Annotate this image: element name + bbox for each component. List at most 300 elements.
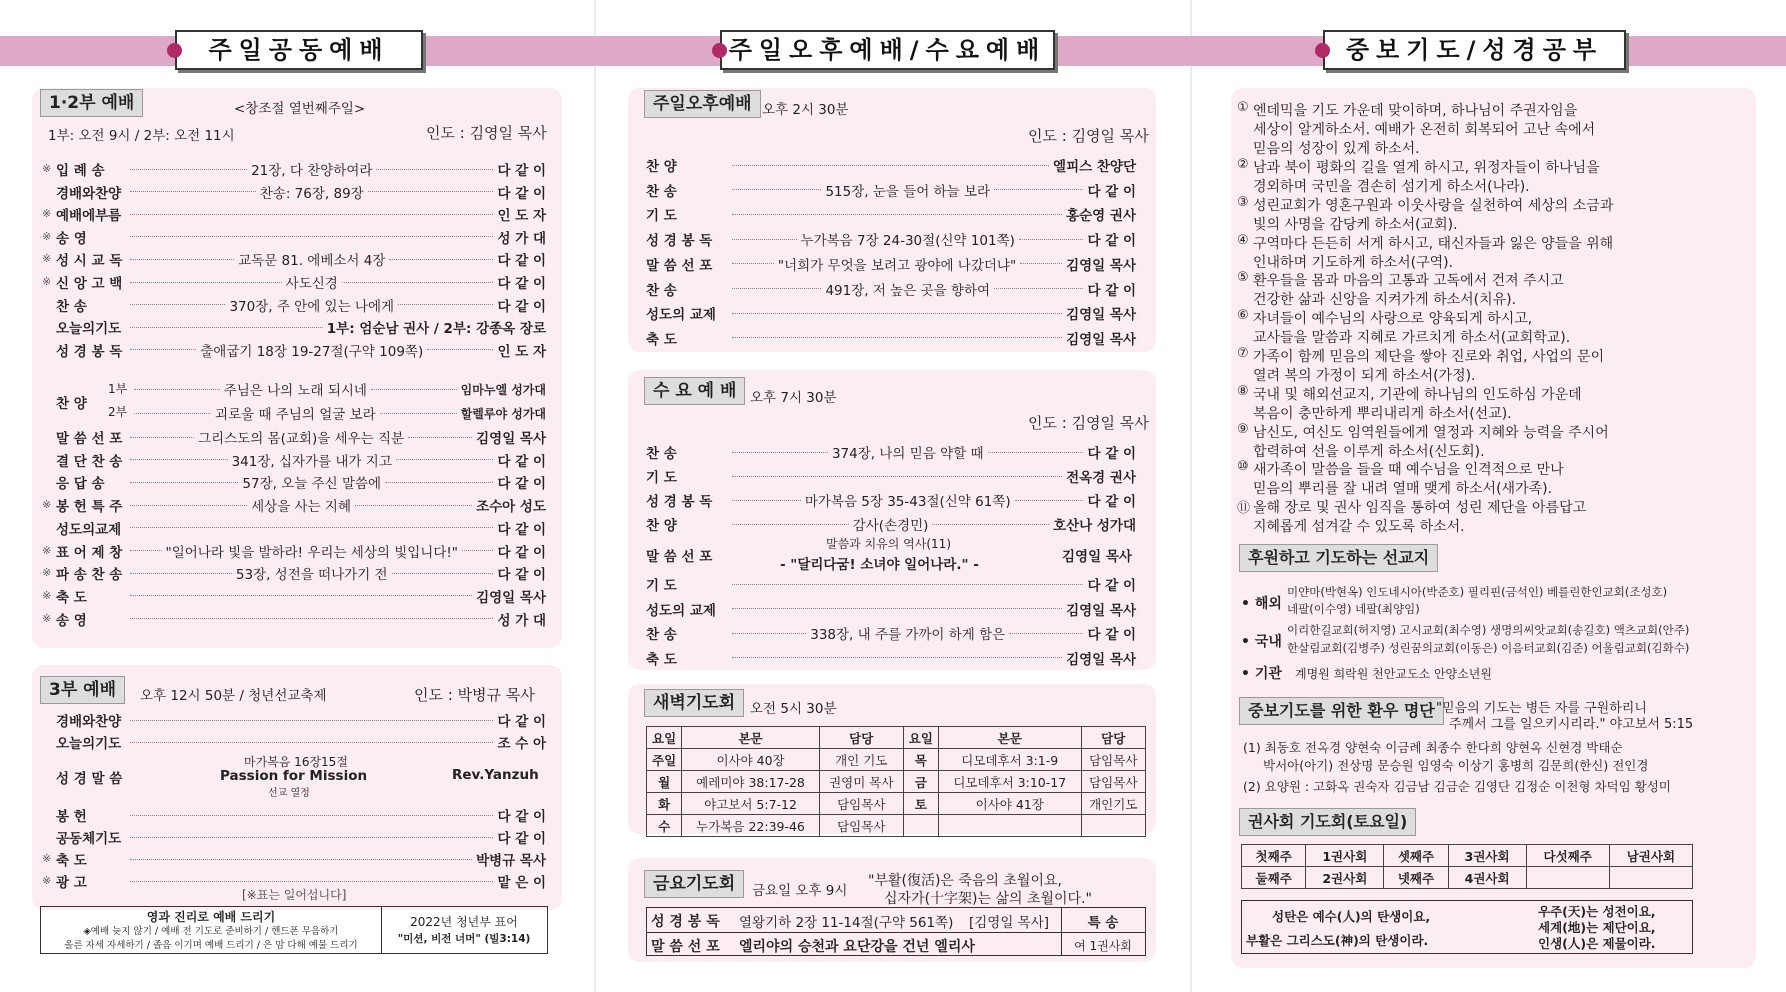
dawn-table-header: 요일 — [903, 727, 938, 749]
dawn-table-cell: 담임목사 — [819, 815, 903, 837]
dawn-table-cell: 권영미 목사 — [819, 771, 903, 793]
order-person: 김영일 목사 — [1066, 331, 1136, 348]
order-row — [646, 180, 1136, 200]
order-label: 성 경 봉 독 — [56, 343, 123, 360]
wednesday-time: 오후 7시 30분 — [750, 390, 837, 406]
dot-leader — [732, 657, 1062, 658]
friday-quote-1: "부활(復活)은 죽음의 초월이요, — [868, 873, 1062, 889]
order-person: 인 도 자 — [497, 208, 546, 225]
order-person: 김영일 목사 — [476, 431, 547, 447]
order-label: 입 례 송 — [56, 163, 105, 179]
council-cell: 3권사회 — [1448, 845, 1526, 867]
order-label: 기 도 — [646, 470, 677, 486]
dawn-table-cell: 토 — [903, 793, 938, 815]
dot-leader — [392, 573, 494, 574]
order-row — [56, 732, 546, 752]
dawn-table-header: 담당 — [1081, 727, 1146, 749]
dot-leader — [371, 389, 457, 390]
dot-leader — [732, 633, 806, 634]
order-label: 말 씀 선 포 — [646, 549, 713, 565]
order-row — [130, 379, 546, 399]
section-title — [720, 30, 1055, 70]
dawn-table-cell: 이사야 41장 — [938, 793, 1081, 815]
dawn-table-cell — [1081, 815, 1146, 837]
mission-domestic-1: 이리한길교회(허지영) 고시교회(최수영) 생명의씨앗교회(송길호) 액츠교회(안주) — [1287, 623, 1690, 637]
afternoon-heading: 주일오후예배 — [644, 90, 761, 118]
dot-leader — [130, 505, 247, 506]
prayer-number: ⑦ — [1237, 346, 1249, 361]
dot-leader — [130, 550, 162, 551]
friday-heading: 금요기도회 — [644, 870, 744, 898]
dot-leader — [462, 550, 494, 551]
order-row — [646, 155, 1136, 175]
order-label: 말 씀 선 포 — [646, 257, 713, 274]
order-content: 누가복음 7장 24-30절(신약 101쪽) — [800, 233, 1015, 250]
order-row — [646, 574, 1136, 594]
order-person: 다 같 이 — [497, 476, 547, 493]
order-label: 찬 양 — [646, 159, 677, 175]
anthem-part-2: 2부 — [108, 405, 128, 419]
order-row — [56, 450, 546, 470]
dawn-table-cell: 예레미야 38:17-28 — [682, 771, 820, 793]
order-label: 신 앙 고 백 — [56, 276, 123, 292]
order-row — [646, 599, 1136, 619]
friday-reading-label: 성 경 봉 독 — [651, 914, 720, 930]
bullet-icon — [1315, 43, 1330, 58]
prayer-line: 건강한 삶과 신앙을 지켜가게 하소서(치유). — [1253, 292, 1517, 309]
order-content: 21장, 다 찬양하여라 — [251, 163, 373, 179]
footer-line-1: ◈예배 늦지 않기 / 예배 전 기도로 준비하기 / 핸드폰 무음하기 — [83, 926, 339, 937]
dot-leader — [130, 437, 194, 438]
dot-leader — [134, 413, 211, 414]
order-row — [646, 279, 1136, 299]
order-person: 조수아 성도 — [476, 499, 546, 516]
dot-leader — [385, 482, 493, 483]
dot-leader — [130, 527, 493, 528]
prayer-number: ④ — [1237, 232, 1249, 248]
dawn-table-cell: 이사야 40장 — [682, 749, 820, 771]
prayer-number: ① — [1237, 100, 1249, 115]
order-person: 다 같 이 — [1087, 233, 1136, 250]
prayer-line: 빛의 사명을 감당케 하소서(교회). — [1253, 216, 1458, 233]
order-label: 기 도 — [646, 578, 677, 594]
dawn-table-cell: 주일 — [647, 749, 682, 771]
dot-leader — [130, 214, 493, 215]
bullet-icon — [167, 43, 182, 58]
order-label: 예배에부름 — [56, 208, 122, 225]
order-label: 축 도 — [56, 589, 87, 606]
dot-leader — [1019, 239, 1084, 240]
dot-leader — [732, 189, 821, 190]
order-row — [56, 427, 546, 447]
dot-leader — [130, 191, 256, 192]
patients-line-1: (1) 최동호 전옥경 양현숙 이금례 최종수 한다희 양현옥 신현경 박태순 — [1243, 740, 1623, 755]
dawn-table-cell: 야고보서 5:7-12 — [682, 793, 820, 815]
dot-leader — [380, 413, 457, 414]
section-title — [175, 30, 423, 70]
prayer-line: 남신도, 여신도 임역원들에게 열정과 지혜와 능력을 주시어 — [1253, 424, 1609, 441]
council-cell: 셋째주 — [1384, 845, 1448, 867]
dot-leader — [130, 881, 493, 882]
dot-leader — [130, 859, 472, 860]
wednesday-heading: 수 요 예 배 — [644, 377, 745, 405]
stand-mark-icon: ※ — [42, 162, 52, 175]
order-person: 다 같 이 — [1087, 282, 1136, 299]
order-content: 그리스도의 몸(교회)을 세우는 직분 — [198, 431, 405, 447]
order-row — [42, 609, 546, 629]
service-3-heading: 3부 예배 — [40, 676, 125, 704]
motto-box — [1241, 900, 1693, 954]
prayer-number: ③ — [1237, 194, 1249, 210]
order-person: 다 같 이 — [1087, 494, 1136, 510]
order-content: 341장, 십자가를 내가 지고 — [231, 453, 392, 470]
mission-domestic-label: • 국내 — [1241, 634, 1282, 650]
order-row — [56, 340, 546, 360]
prayer-line: 인내하며 기도하게 하소서(구역). — [1253, 254, 1454, 271]
order-person: 다 같 이 — [497, 185, 547, 202]
bullet-icon — [712, 43, 727, 58]
column-sunday-worship — [0, 0, 594, 992]
service-leader: 인도 : 김영일 목사 — [426, 124, 547, 142]
dot-leader — [355, 505, 472, 506]
service-times: 1부: 오전 9시 / 2부: 오전 11시 — [48, 128, 235, 144]
dot-leader — [732, 500, 801, 501]
order-person: 맡 은 이 — [497, 875, 546, 891]
order-label: 파 송 찬 송 — [56, 567, 123, 584]
order-label: 오늘의기도 — [56, 736, 122, 752]
prayer-line: 믿음의 성장이 있게 하소서. — [1253, 141, 1420, 157]
mission-abroad-1: 미얀마(박현옥) 인도네시아(박준호) 필리핀(금석인) 베를린한인교회(조성호) — [1287, 585, 1668, 599]
order-content: 491장, 저 높은 곳을 향하여 — [825, 282, 991, 299]
order-label: 공동체기도 — [56, 831, 122, 847]
order-row — [42, 495, 546, 516]
dawn-table-cell: 월 — [647, 771, 682, 793]
dot-leader — [1015, 500, 1084, 501]
dawn-table-cell: 개인 기도 — [819, 749, 903, 771]
order-row — [646, 442, 1136, 462]
service-3-leader: 인도 : 박병규 목사 — [414, 686, 535, 704]
prayer-line: 합력하여 선을 이루게 하소서(신도회). — [1253, 443, 1485, 460]
dot-leader — [130, 573, 232, 574]
order-row — [646, 490, 1136, 510]
dot-leader — [398, 304, 493, 305]
section-title-text: 중보기도/성경공부 — [1345, 36, 1604, 64]
order-row — [646, 623, 1136, 643]
service-12-heading: 1·2부 예배 — [40, 89, 143, 117]
order-person: 다 같 이 — [497, 298, 546, 315]
dot-leader — [427, 349, 493, 350]
prayer-line: 구역마다 든든히 서게 하시고, 태신자들과 잃은 양들을 위해 — [1253, 235, 1614, 252]
column-intercession — [1191, 0, 1786, 992]
dawn-table-header: 요일 — [647, 727, 682, 749]
order-row — [42, 541, 547, 561]
dot-leader — [342, 282, 494, 283]
council-cell: 둘째주 — [1242, 867, 1306, 889]
order-label: 찬 송 — [646, 183, 677, 200]
sermon-subtitle: 선교 열정 — [268, 788, 310, 799]
dot-leader — [1020, 263, 1062, 264]
order-row — [42, 272, 547, 292]
order-label: 경배와찬양 — [56, 185, 122, 202]
order-row — [646, 204, 1136, 224]
dawn-table-cell: 목 — [903, 749, 938, 771]
sermon-title: Passion for Mission — [220, 768, 368, 784]
order-person: 다 같 이 — [497, 544, 547, 561]
order-content: "일어나라 빛을 발하라! 우리는 세상의 빛입니다!" — [165, 544, 458, 561]
dot-leader — [130, 282, 282, 283]
order-row — [646, 328, 1136, 348]
order-person: 다 같 이 — [497, 453, 546, 470]
motto-a-1: 성탄은 예수(人)의 탄생이요, — [1272, 909, 1431, 924]
order-content: 사도신경 — [285, 276, 338, 292]
order-content: "너희가 무엇을 보려고 광야에 나갔더냐" — [777, 257, 1017, 274]
order-label: 송 영 — [56, 230, 87, 247]
dawn-table-cell: 디모데후서 3:10-17 — [938, 771, 1081, 793]
section-title-text: 주일오후예배/수요예배 — [728, 36, 1047, 64]
order-row — [42, 159, 546, 179]
order-label: 성 경 봉 독 — [646, 233, 713, 250]
stand-mark-icon: ※ — [42, 229, 52, 243]
order-person: 다 같 이 — [497, 567, 546, 584]
order-person: 김영일 목사 — [1066, 602, 1136, 619]
order-label: 오늘의기도 — [56, 321, 122, 338]
council-cell — [1526, 867, 1609, 889]
prayer-line: 새가족이 말씀을 들을 때 예수님을 인격적으로 만나 — [1253, 462, 1564, 479]
order-person: 김영일 목사 — [1066, 307, 1136, 324]
prayer-number: ⑨ — [1237, 421, 1249, 437]
order-row — [646, 648, 1136, 668]
dawn-table-header: 본문 — [682, 727, 820, 749]
stand-mark-icon: ※ — [42, 874, 52, 887]
order-label: 성 경 말 씀 — [56, 771, 123, 787]
prayer-number: ② — [1237, 157, 1249, 172]
order-content: 주님은 나의 노래 되시네 — [223, 383, 367, 399]
motto-b-2: 세계(地)는 제단이요, — [1538, 920, 1656, 935]
order-label: 성도의교제 — [56, 521, 122, 538]
order-content: 감사(손경민) — [852, 518, 929, 534]
order-label: 찬 양 — [646, 518, 677, 534]
patients-verse-1: "믿음의 기도는 병든 자를 구원하리니 — [1436, 701, 1647, 716]
dot-leader — [130, 236, 493, 237]
order-row — [56, 295, 546, 315]
column-afternoon-wednesday — [594, 0, 1191, 992]
dot-leader — [130, 720, 493, 721]
dot-leader — [130, 304, 225, 305]
prayer-line: 세상이 알게하소서. 예배가 온전히 회복되어 고난 속에서 — [1253, 122, 1596, 138]
prayer-line: 자녀들이 예수님의 사랑으로 양육되게 하시고, — [1253, 311, 1533, 328]
anthem-part-1: 1부 — [108, 382, 128, 396]
order-person: 다 같 이 — [497, 521, 546, 538]
dot-leader — [396, 459, 494, 460]
order-content: 374장, 나의 믿음 약할 때 — [831, 446, 984, 462]
prayer-line: 경외하며 국민을 겸손히 섬기게 하소서(나라). — [1253, 179, 1530, 195]
order-content: 마가복음 5장 35-43절(신약 61쪽) — [804, 494, 1011, 510]
special-song-label: 특 송 — [1087, 915, 1119, 931]
dot-leader — [130, 169, 247, 170]
order-person: 다 같 이 — [1087, 446, 1136, 462]
friday-sermon: 엘리야의 승천과 요단강을 건넌 엘리사 — [739, 939, 975, 955]
stand-mark-icon: ※ — [42, 252, 52, 266]
order-row — [130, 403, 546, 423]
mission-abroad-2: 네팔(이수영) 네팔(최양임) — [1287, 602, 1420, 616]
order-row — [646, 466, 1136, 486]
mission-heading: 후원하고 기도하는 선교지 — [1239, 544, 1438, 572]
order-row — [42, 563, 546, 584]
order-label: 봉 헌 — [56, 809, 87, 825]
dawn-table-cell — [903, 815, 938, 837]
order-person: 다 같 이 — [497, 809, 546, 825]
dawn-table-cell: 누가복음 22:39-46 — [682, 815, 820, 837]
patients-verse-2: 주께서 그를 일으키시리라." 야고보서 5:15 — [1449, 717, 1694, 732]
order-row — [56, 317, 546, 337]
dot-leader — [732, 214, 1062, 215]
order-label: 찬 송 — [646, 446, 677, 462]
order-person: 홍순영 권사 — [1066, 208, 1136, 225]
order-label: 봉 헌 특 주 — [56, 499, 123, 516]
dawn-table-cell: 금 — [903, 771, 938, 793]
order-label: 말 씀 선 포 — [56, 431, 123, 447]
prayer-line: 지혜롭게 섬겨갈 수 있도록 하소서. — [1253, 519, 1465, 536]
dot-leader — [130, 837, 493, 838]
order-row — [646, 254, 1136, 274]
council-cell: 2권사회 — [1306, 867, 1384, 889]
order-row — [42, 249, 547, 270]
order-person: 김영일 목사 — [476, 589, 546, 606]
order-label: 송 영 — [56, 612, 87, 629]
dot-leader — [988, 452, 1084, 453]
dot-leader — [732, 584, 1083, 585]
footer-heading: 영과 진리로 예배 드리기 — [146, 910, 276, 924]
order-person: 김영일 목사 — [1066, 257, 1136, 274]
stand-mark-icon: ※ — [42, 611, 52, 625]
motto-a-2: 부활은 그리스도(神)의 탄생이라. — [1246, 933, 1429, 948]
order-label: 표 어 제 창 — [56, 544, 123, 561]
order-content: 57장, 오늘 주신 말씀에 — [242, 476, 382, 493]
dot-leader — [732, 608, 1062, 609]
friday-quote-2: 십자가(十字架)는 삶의 초월이다." — [884, 891, 1092, 907]
prayer-number: ⑩ — [1237, 459, 1249, 475]
order-person: Rev.Yanzuh — [452, 767, 539, 783]
footer-line-2: 올른 자세 자세하기 / 졸음 이기며 예배 드리기 / 은 맘 다해 예물 드리기 — [64, 940, 358, 951]
order-row — [646, 303, 1136, 323]
youth-motto-title: 2022년 청년부 표어 — [410, 915, 518, 929]
friday-reading: 열왕기하 2장 11-14절(구약 561쪽) — [739, 915, 954, 931]
friday-reader: [김영일 목사] — [969, 915, 1050, 931]
order-person: 다 같 이 — [1087, 578, 1136, 594]
order-row — [56, 518, 546, 538]
order-person: 다 같 이 — [1087, 183, 1136, 200]
patients-line-2: 박서아(아기) 전상명 문승원 임영숙 이상기 홍병희 김문희(한신) 전인경 — [1263, 758, 1649, 773]
order-person: 전옥경 권사 — [1066, 470, 1136, 486]
order-label: 축 도 — [646, 651, 677, 668]
standing-note: [※표는 일어섭니다] — [242, 888, 347, 902]
dawn-table-header: 본문 — [938, 727, 1081, 749]
dawn-table — [646, 726, 1146, 837]
dawn-table-cell: 담임목사 — [819, 793, 903, 815]
stand-mark-icon: ※ — [42, 498, 52, 512]
order-label: 찬 송 — [56, 298, 87, 315]
sermon-reference: 마가복음 16장15절 — [244, 755, 348, 769]
dot-leader — [130, 459, 228, 460]
order-person: 임마누엘 성가대 — [460, 382, 546, 397]
order-row — [56, 182, 546, 202]
dawn-table-cell: 화 — [647, 793, 682, 815]
prayer-line: 남과 북이 평화의 길을 열게 하시고, 위정자들이 하나님을 — [1253, 160, 1600, 176]
patients-line-3: (2) 요양원 : 고화옥 권숙자 김금남 김금순 김영단 김정순 이천형 차덕임 황성미 — [1243, 779, 1671, 794]
patients-heading: 중보기도를 위한 환우 명단 — [1239, 697, 1444, 725]
council-cell: 넷째주 — [1384, 867, 1448, 889]
dot-leader — [130, 349, 196, 350]
stand-mark-icon: ※ — [42, 566, 52, 580]
prayer-line: 교사들을 말씀과 지혜로 가르치게 하소서(교회학교). — [1253, 330, 1571, 347]
dot-leader — [732, 452, 828, 453]
dot-leader — [994, 189, 1083, 190]
order-label: 찬 송 — [646, 627, 677, 643]
order-label: 결 단 찬 송 — [56, 453, 123, 470]
dot-leader — [389, 259, 493, 260]
council-heading: 권사회 기도회(토요일) — [1239, 808, 1416, 836]
friday-box-table — [646, 907, 1146, 956]
order-row — [42, 849, 546, 869]
motto-b-1: 우주(天)는 성전이요, — [1538, 904, 1656, 919]
prayer-line: 국내 및 해외선교지, 기관에 하나님의 인도하심 가운데 — [1253, 386, 1582, 403]
prayer-number: ⑪ — [1237, 501, 1251, 517]
youth-motto: "미션, 비전 너머" (빌3:14) — [397, 933, 531, 945]
motto-b-3: 인생(人)은 제물이라. — [1538, 936, 1656, 951]
order-person: 다 같 이 — [1087, 627, 1136, 643]
section-title-text: 주일공동예배 — [208, 36, 390, 64]
council-table — [1241, 844, 1693, 889]
service-3-times: 오후 12시 50분 / 청년선교축제 — [140, 688, 327, 704]
order-person: 호산나 성가대 — [1053, 518, 1137, 534]
dawn-table-cell: 개인기도 — [1081, 793, 1146, 815]
dawn-table-cell: 담임목사 — [1081, 771, 1146, 793]
order-row — [56, 805, 546, 825]
prayer-number: ⑤ — [1237, 270, 1249, 286]
order-content: 괴로울 때 주님의 얼굴 보라 — [215, 407, 376, 423]
council-cell: 남권사회 — [1609, 845, 1692, 867]
order-content: 515장, 눈을 들어 하늘 보라 — [825, 183, 991, 200]
friday-sermon-label: 말 씀 선 포 — [651, 939, 720, 955]
dot-leader — [732, 524, 849, 525]
order-person: 김영일 목사 — [1066, 651, 1136, 668]
order-person: 성 가 대 — [497, 612, 546, 629]
dot-leader — [134, 389, 220, 390]
dot-leader — [732, 288, 821, 289]
dot-leader — [368, 191, 494, 192]
prayer-line: 성린교회가 영혼구원과 이웃사랑을 실천하여 세상의 소금과 — [1253, 197, 1614, 214]
order-label: 성 시 교 독 — [56, 253, 123, 270]
order-label: 응 답 송 — [56, 476, 105, 493]
order-content: 세상을 사는 지혜 — [251, 499, 351, 516]
prayer-line: 올해 장로 및 권사 임직을 통하여 성린 제단을 아름답고 — [1253, 500, 1587, 517]
council-cell: 1권사회 — [1306, 845, 1384, 867]
sermon-series: 말씀과 치유의 역사(11) — [826, 537, 951, 551]
dot-leader — [408, 437, 472, 438]
order-content: 교독문 81. 에베소서 4장 — [238, 253, 386, 270]
special-song: 여 1권사회 — [1074, 939, 1132, 953]
wednesday-leader: 인도 : 김영일 목사 — [1028, 414, 1149, 432]
order-row — [646, 229, 1136, 249]
order-person: 김영일 목사 — [1062, 549, 1132, 565]
dot-leader — [130, 815, 493, 816]
order-content: 338장, 내 주를 가까이 하게 함은 — [810, 627, 1006, 643]
order-content: 찬송: 76장, 89장 — [259, 185, 364, 202]
afternoon-leader: 인도 : 김영일 목사 — [1028, 127, 1149, 145]
prayer-line: 믿음의 뿌리를 잘 내려 열매 맺게 하소서(새가족). — [1253, 481, 1553, 498]
order-person: 박병규 목사 — [476, 853, 546, 869]
order-row — [56, 472, 546, 492]
